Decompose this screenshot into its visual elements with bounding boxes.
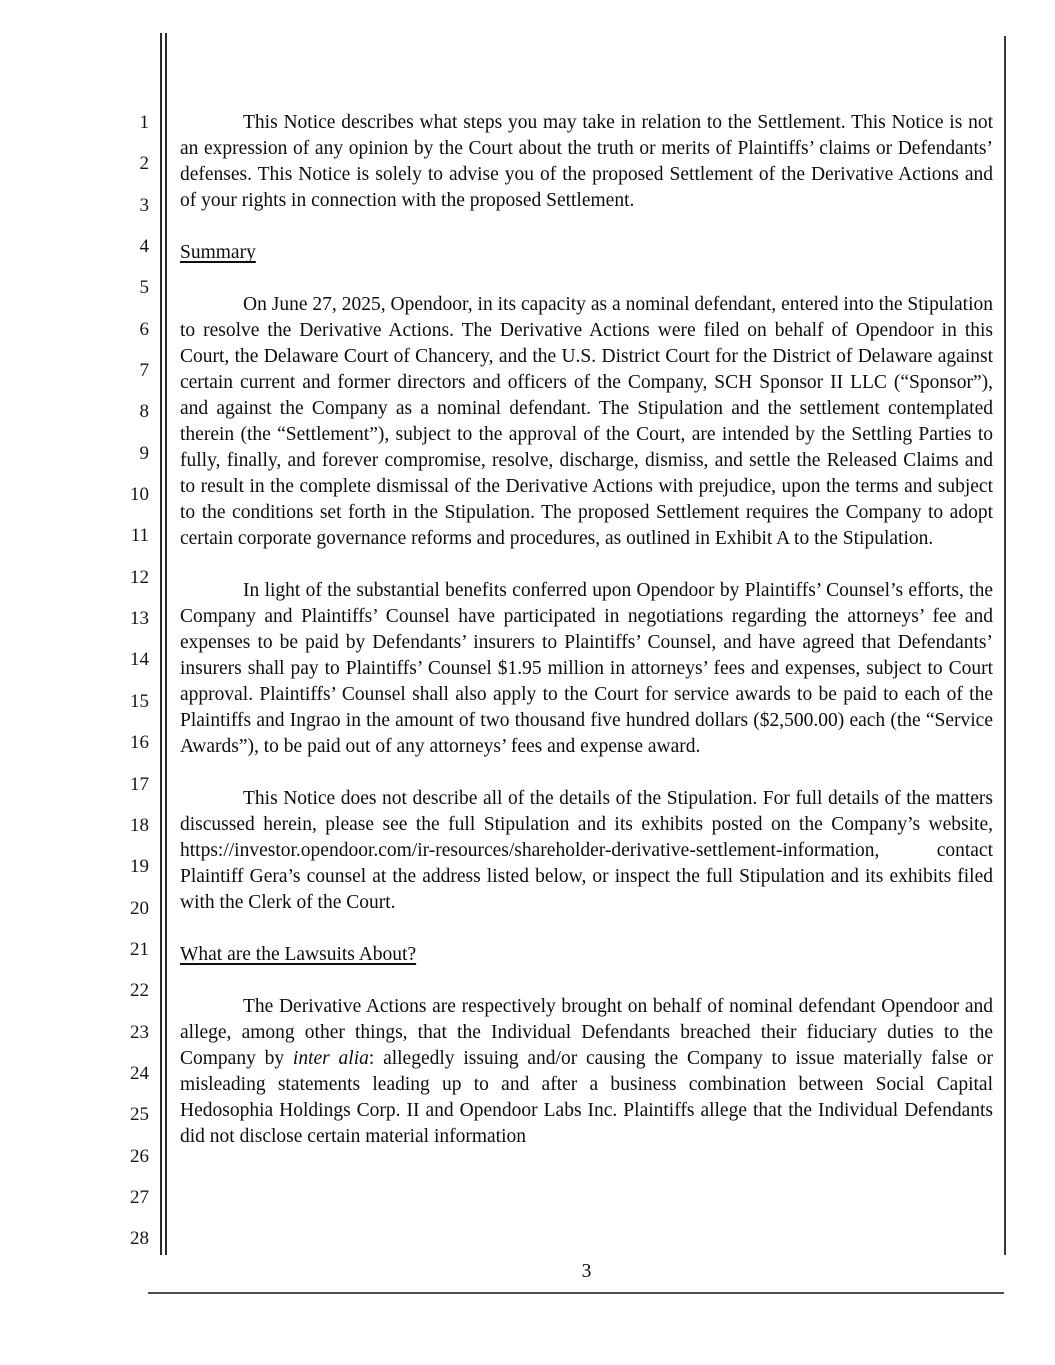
line-number: 9: [139, 442, 149, 464]
line-number: 19: [130, 856, 149, 878]
heading-summary: [180, 240, 993, 266]
document-body: [180, 0, 993, 1176]
line-number: 7: [139, 360, 149, 382]
heading-lawsuits-about: [180, 942, 993, 968]
line-number: 10: [130, 484, 149, 506]
line-number: 8: [139, 401, 149, 423]
pleading-left-double-rule: [160, 33, 167, 1255]
stipulation-details-text-cont: , contact Plaintiff Gera’s counsel at the address listed below, or inspect the full Stipulation and its exhibits filed with the Clerk of the Court.: [180, 840, 993, 913]
line-number: 18: [130, 814, 149, 836]
heading-lawsuits-about-text: What are the Lawsuits About?: [180, 944, 417, 965]
line-number: 20: [130, 897, 149, 919]
page-number: 3: [581, 1261, 592, 1282]
line-number: 15: [130, 690, 149, 712]
line-number: 4: [139, 236, 149, 258]
heading-summary-text: Summary: [180, 242, 256, 263]
line-number: 3: [139, 194, 149, 216]
line-number: 28: [130, 1228, 149, 1250]
line-number: 25: [130, 1104, 149, 1126]
line-number: 23: [130, 1021, 149, 1043]
line-number: 27: [130, 1186, 149, 1208]
lawsuits-about-text: The Derivative Actions are respectively brought on behalf of nominal defendant Opendoor and allege, among other things, that the Individual Defendants breached their fiduciary duties to the Company by: [180, 996, 993, 1069]
paragraph-attorneys-fees: In light of the substantial benefits conferred upon Opendoor by Plaintiffs’ Counsel’s efforts, the Company and Plaintiffs’ Counsel have participated in negotiations regarding the attorneys’ fee and expenses to be paid by Defendants’ insurers to Plaintiffs’ Counsel, and have agreed that Defendants’ insurers shall pay to Plaintiffs’ Counsel $1.95 million in attorneys’ fees and expenses, subject to Court approval. Plaintiffs’ Counsel shall also apply to the Court for service awards to be paid to each of the Plaintiffs and Ingrao in the amount of two thousand five hundred dollars ($2,500.00) each (the “Service Awards”), to be paid out of any attorneys’ fees and expense award.: [180, 580, 993, 757]
line-number-column: [0, 102, 149, 1260]
paragraph-notice-intro: This Notice describes what steps you may take in relation to the Settlement. This Notice is not an expression of any opinion by the Court about the truth or merits of Plaintiffs’ claims or Defendants’ defenses. This Notice is solely to advise you of the proposed Settlement of the Derivative Actions and of your rights in connection with the proposed Settlement.: [180, 112, 993, 211]
line-number: 22: [130, 980, 149, 1002]
line-number: 21: [130, 938, 149, 960]
line-number: 2: [139, 153, 149, 175]
paragraph-lawsuits-about: [180, 994, 993, 1150]
paragraph-stipulation-details: [180, 786, 993, 916]
line-number: 11: [130, 525, 149, 547]
settlement-info-url: https://investor.opendoor.com/ir-resources/shareholder-derivative-settlement-information: [180, 840, 875, 861]
stipulation-details-text: This Notice does not describe all of the details of the Stipulation. For full details of the matters discussed herein, please see the full Stipulation and its exhibits posted on the Company’s website,: [180, 788, 993, 835]
line-number: 16: [130, 732, 149, 754]
line-number: 1: [139, 112, 149, 133]
line-number: 12: [130, 566, 149, 588]
line-number: 5: [139, 277, 149, 299]
line-number: 24: [130, 1062, 149, 1084]
footer-rule: [148, 1292, 1004, 1294]
paragraph-summary: On June 27, 2025, Opendoor, in its capacity as a nominal defendant, entered into the Stipulation to resolve the Derivative Actions. The Derivative Actions were filed on behalf of Opendoor in this Court, the Delaware Court of Chancery, and the U.S. District Court for the District of Delaware against certain current and former directors and officers of the Company, SCH Sponsor II LLC (“Sponsor”), and against the Company as a nominal defendant. The Stipulation and the settlement contemplated therein (the “Settlement”), subject to the approval of the Court, are intended by the Settling Parties to fully, finally, and forever compromise, resolve, discharge, dismiss, and settle the Released Claims and to result in the complete dismissal of the Derivative Actions with prejudice, upon the terms and subject to the conditions set forth in the Stipulation. The proposed Settlement requires the Company to adopt certain corporate governance reforms and procedures, as outlined in Exhibit A to the Stipulation.: [180, 294, 993, 549]
lawsuits-about-text-cont: : allegedly issuing and/or causing the Company to issue materially false or misleading statements leading up to and after a business combination between Social Capital Hedosophia Holdings Corp. II and Opendoor Labs Inc. Plaintiffs allege that the Individual Defendants did not disclose certain material information: [180, 1048, 993, 1147]
line-number: 13: [130, 608, 149, 630]
line-number: 6: [139, 318, 149, 340]
inter-alia-phrase: inter alia: [292, 1048, 369, 1069]
pleading-right-rule: [1004, 36, 1006, 1255]
line-number: 17: [130, 773, 149, 795]
line-number: 26: [130, 1145, 149, 1167]
line-number: 14: [130, 649, 149, 671]
